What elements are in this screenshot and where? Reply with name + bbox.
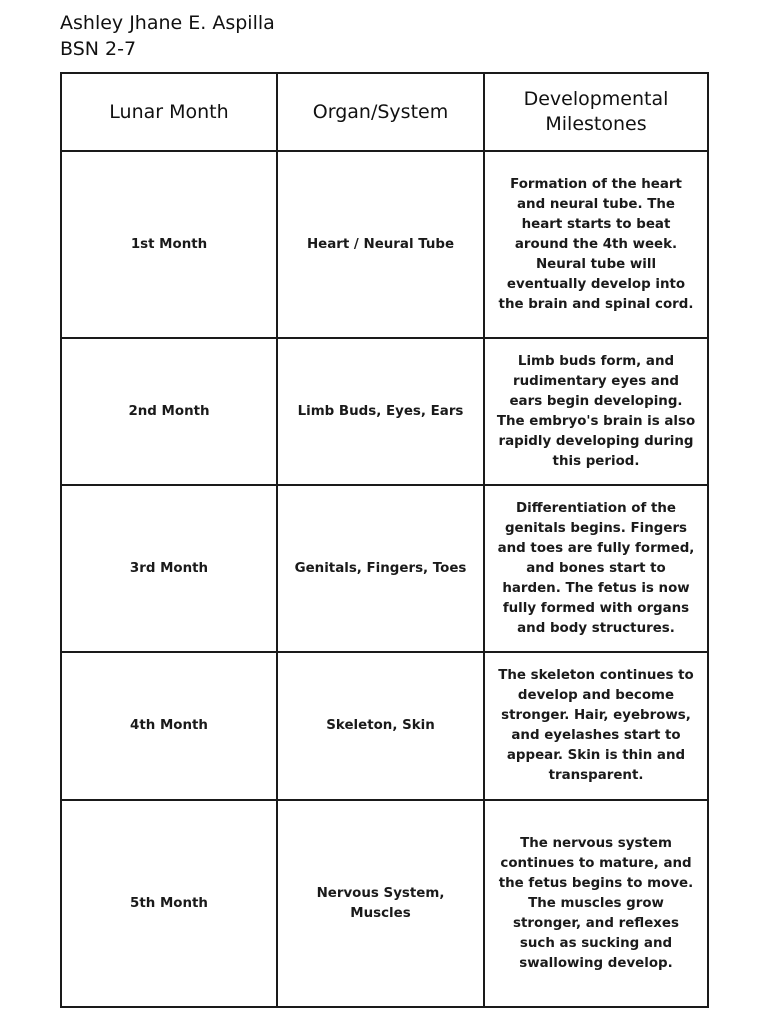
document-header	[60, 10, 275, 62]
header-lunar-month: Lunar Month	[61, 73, 277, 151]
header-developmental-milestones: Developmental Milestones	[484, 73, 708, 151]
table-header-row	[61, 73, 708, 151]
student-name: Ashley Jhane E. Aspilla	[60, 12, 275, 34]
organ-cell: Heart / Neural Tube	[277, 151, 484, 338]
milestones-table	[60, 72, 709, 1008]
milestone-cell: The skeleton continues to develop and become stronger. Hair, eyebrows, and eyelashes start to appear. Skin is thin and transparent.	[484, 652, 708, 800]
month-cell: 4th Month	[61, 652, 277, 800]
month-cell: 2nd Month	[61, 338, 277, 485]
month-cell: 1st Month	[61, 151, 277, 338]
table-row	[61, 800, 708, 1007]
organ-cell: Skeleton, Skin	[277, 652, 484, 800]
student-section: BSN 2-7	[60, 38, 137, 60]
month-cell: 5th Month	[61, 800, 277, 1007]
milestone-cell: Differentiation of the genitals begins. Fingers and toes are fully formed, and bones start to harden. The fetus is now fully formed with organs and body structures.	[484, 485, 708, 652]
milestone-cell: Limb buds form, and rudimentary eyes and ears begin developing. The embryo's brain is also rapidly developing during this period.	[484, 338, 708, 485]
table-row	[61, 652, 708, 800]
table-row	[61, 151, 708, 338]
header-organ-system: Organ/System	[277, 73, 484, 151]
organ-cell: Nervous System, Muscles	[277, 800, 484, 1007]
table-row	[61, 485, 708, 652]
milestone-cell: The nervous system continues to mature, and the fetus begins to move. The muscles grow stronger, and reflexes such as sucking and swallowing develop.	[484, 800, 708, 1007]
table-row	[61, 338, 708, 485]
organ-cell: Genitals, Fingers, Toes	[277, 485, 484, 652]
month-cell: 3rd Month	[61, 485, 277, 652]
milestone-cell: Formation of the heart and neural tube. The heart starts to beat around the 4th week. Neural tube will eventually develop into the brain and spinal cord.	[484, 151, 708, 338]
organ-cell: Limb Buds, Eyes, Ears	[277, 338, 484, 485]
